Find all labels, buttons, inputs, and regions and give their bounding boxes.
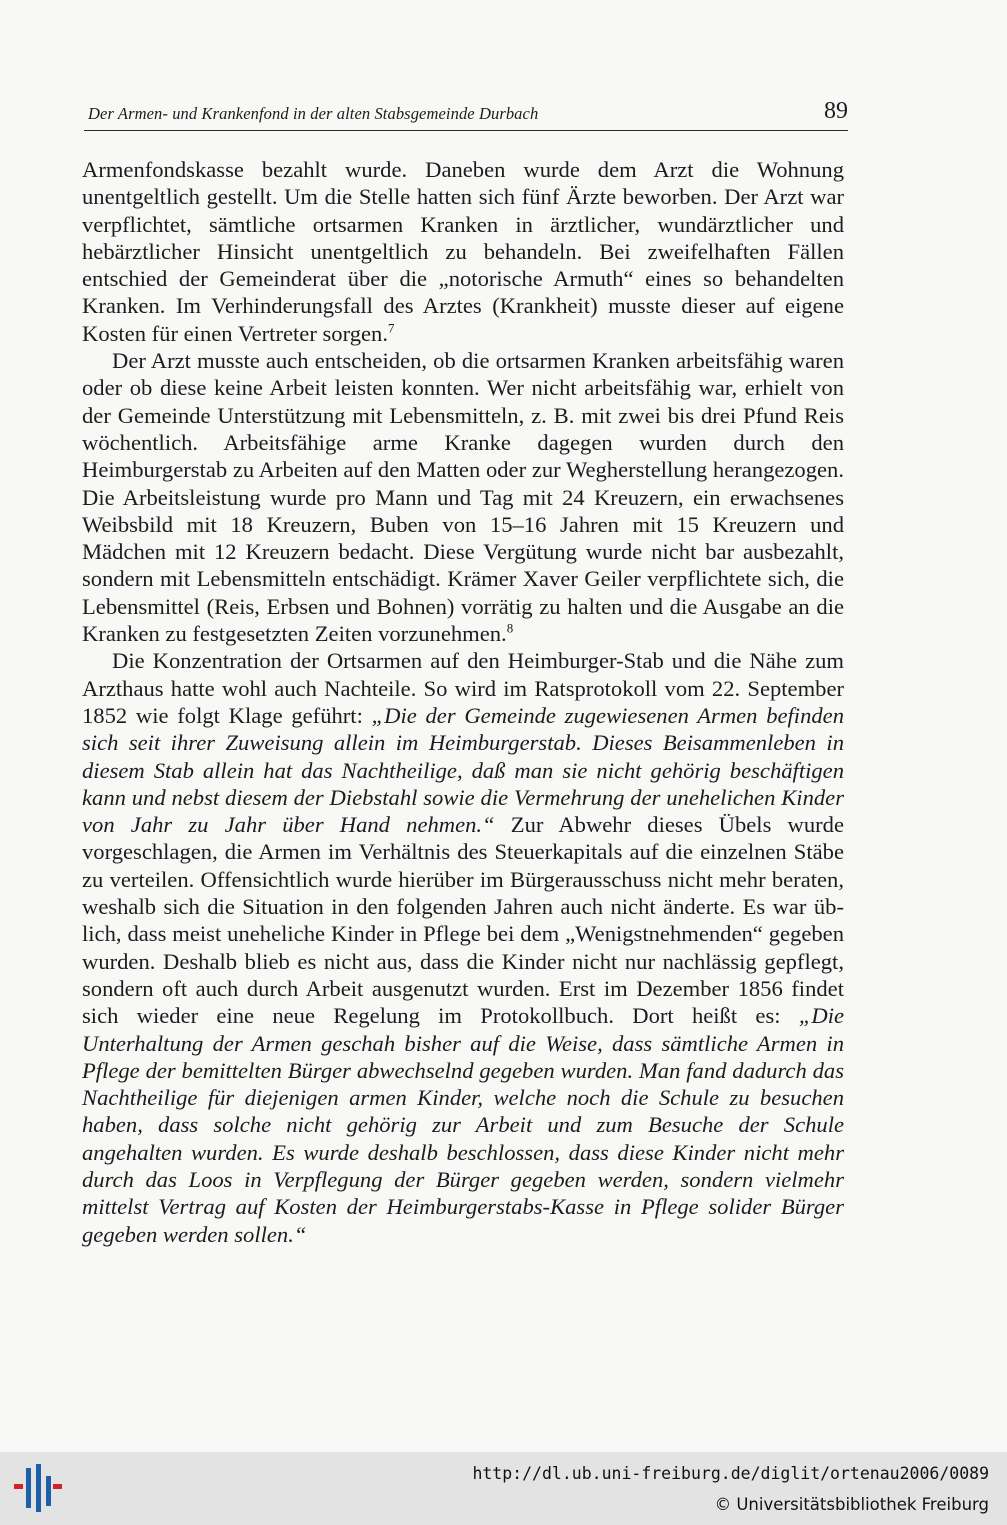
ub-freiburg-logo-icon[interactable] [12, 1462, 64, 1514]
footnote-marker: 7 [387, 320, 395, 336]
paragraph-text: Zur Abwehr dieses Übels wurde vorgeschlagen, die Armen im Verhältnis des Steuerkapitals auf die einzelnen Stäbe zu verteilen. Offensichtlich wurde hierüber im Bürgerausschuss nicht mehr beraten, weshalb sich die Situation in den folgenden Jahren auch nicht änderte. Es war üblich, dass meist uneheliche Kinder in Pflege bei dem „Wenigstnehmenden“ gegeben wurden. Deshalb blieb es nicht aus, dass die Kinder nicht nur nachlässig gepflegt, sondern oft auch durch Arbeit ausgenutzt wurden. Erst im Dezember 1856 findet sich wieder eine neue Regelung im Protokollbuch. Dort heißt es: [82, 812, 844, 1029]
source-url-link[interactable]: http://dl.ub.uni-freiburg.de/diglit/ortenau2006/0089 [472, 1464, 989, 1483]
page-number: 89 [824, 98, 848, 124]
footnote-marker: 8 [506, 620, 514, 636]
paragraph [82, 647, 844, 1248]
footer-bar [0, 1452, 1007, 1525]
quoted-passage: „Die Unterhaltung der Armen geschah bisher auf die Weise, dass sämtliche Armen in Pflege der bemittelten Bürger abwechselnd gegeben wurden. Man fand dadurch das Nachtheilige für diejenigen armen Kinder, welche noch die Schule zu besuchen haben, dass solche nicht gehörig zur Arbeit und zum Besuche der Schule angehalten wurden. Es wurde deshalb beschlossen, dass diese Kinder nicht mehr durch das Loos in Verpflegung der Bürger gegeben werden, sondern vielmehr mittelst Vertrag auf Kosten der Heimburgerstabs-Kasse in Pflege solider Bürger gegeben werden sollen.“ [82, 1003, 844, 1247]
paragraph-text: Armenfondskasse bezahlt wurde. Daneben wurde dem Arzt die Wohnung unentgeltlich gestellt. Um die Stelle hatten sich fünf Ärzte beworben. Der Arzt war verpflichtet, sämtliche ortsarmen Kranken in ärztlicher, wundärztlicher und hebärztlicher Hinsicht unentgeltlich zu behandeln. Bei zweifelhaften Fällen entschied der Gemeinderat über die „notorische Armuth“ eines so behandelten Kranken. Im Verhinderungsfall des Arztes (Krankheit) musste dieser auf eigene Kosten für einen Vertreter sorgen. [82, 157, 844, 346]
paragraph-text: Die Konzentration der Ortsarmen auf den Heimburger-Stab und die Nähe zum Arzthaus hatte wohl auch Nachteile. So wird im Ratsprotokoll vom 22. September 1852 wie folgt Klage geführt: [82, 648, 844, 728]
paragraph [82, 156, 844, 347]
running-title: Der Armen- und Krankenfond in der alten Stabsgemeinde Durbach [88, 104, 539, 123]
running-header [84, 98, 848, 131]
paragraph-text: Der Arzt musste auch entscheiden, ob die ortsarmen Kranken arbeitsfähig waren oder ob diese keine Arbeit leisten konnten. Wer nicht arbeitsfähig war, erhielt von der Gemeinde Unterstützung mit Lebensmitteln, z. B. mit zwei bis drei Pfund Reis wöchentlich. Arbeitsfähige arme Kranke dagegen wurden durch den Heimburgerstab zu Arbeiten auf den Matten oder zur Wegherstellung herangezogen. Die Arbeitsleistung wurde pro Mann und Tag mit 24 Kreuzern, ein erwachsenes Weibsbild mit 18 Kreuzern, Buben von 15–16 Jahren mit 15 Kreuzern und Mädchen mit 12 Kreuzern bedacht. Diese Vergütung wurde nicht bar ausbezahlt, sondern mit Lebensmitteln entschädigt. Krämer Xaver Geiler verpflichtete sich, die Lebensmittel (Reis, Erbsen und Bohnen) vorrätig zu halten und die Ausgabe an die Kranken zu festgesetzten Zeiten vorzunehmen. [82, 348, 844, 647]
body-text [82, 156, 844, 1248]
copyright-notice: © Universitätsbibliothek Freiburg [714, 1495, 989, 1514]
paragraph [82, 347, 844, 647]
quoted-passage: „Die der Gemeinde zugewiesenen Armen befinden sich seit ihrer Zuweisung allein im Heimburgerstab. Dieses Beisammenleben in diesem Stab allein hat das Nachtheilige, daß man sie nicht gehörig beschäftigen kann und nebst diesem der Diebstahl sowie die Vermehrung der unehelichen Kinder von Jahr zu Jahr über Hand nehmen.“ [82, 702, 844, 838]
